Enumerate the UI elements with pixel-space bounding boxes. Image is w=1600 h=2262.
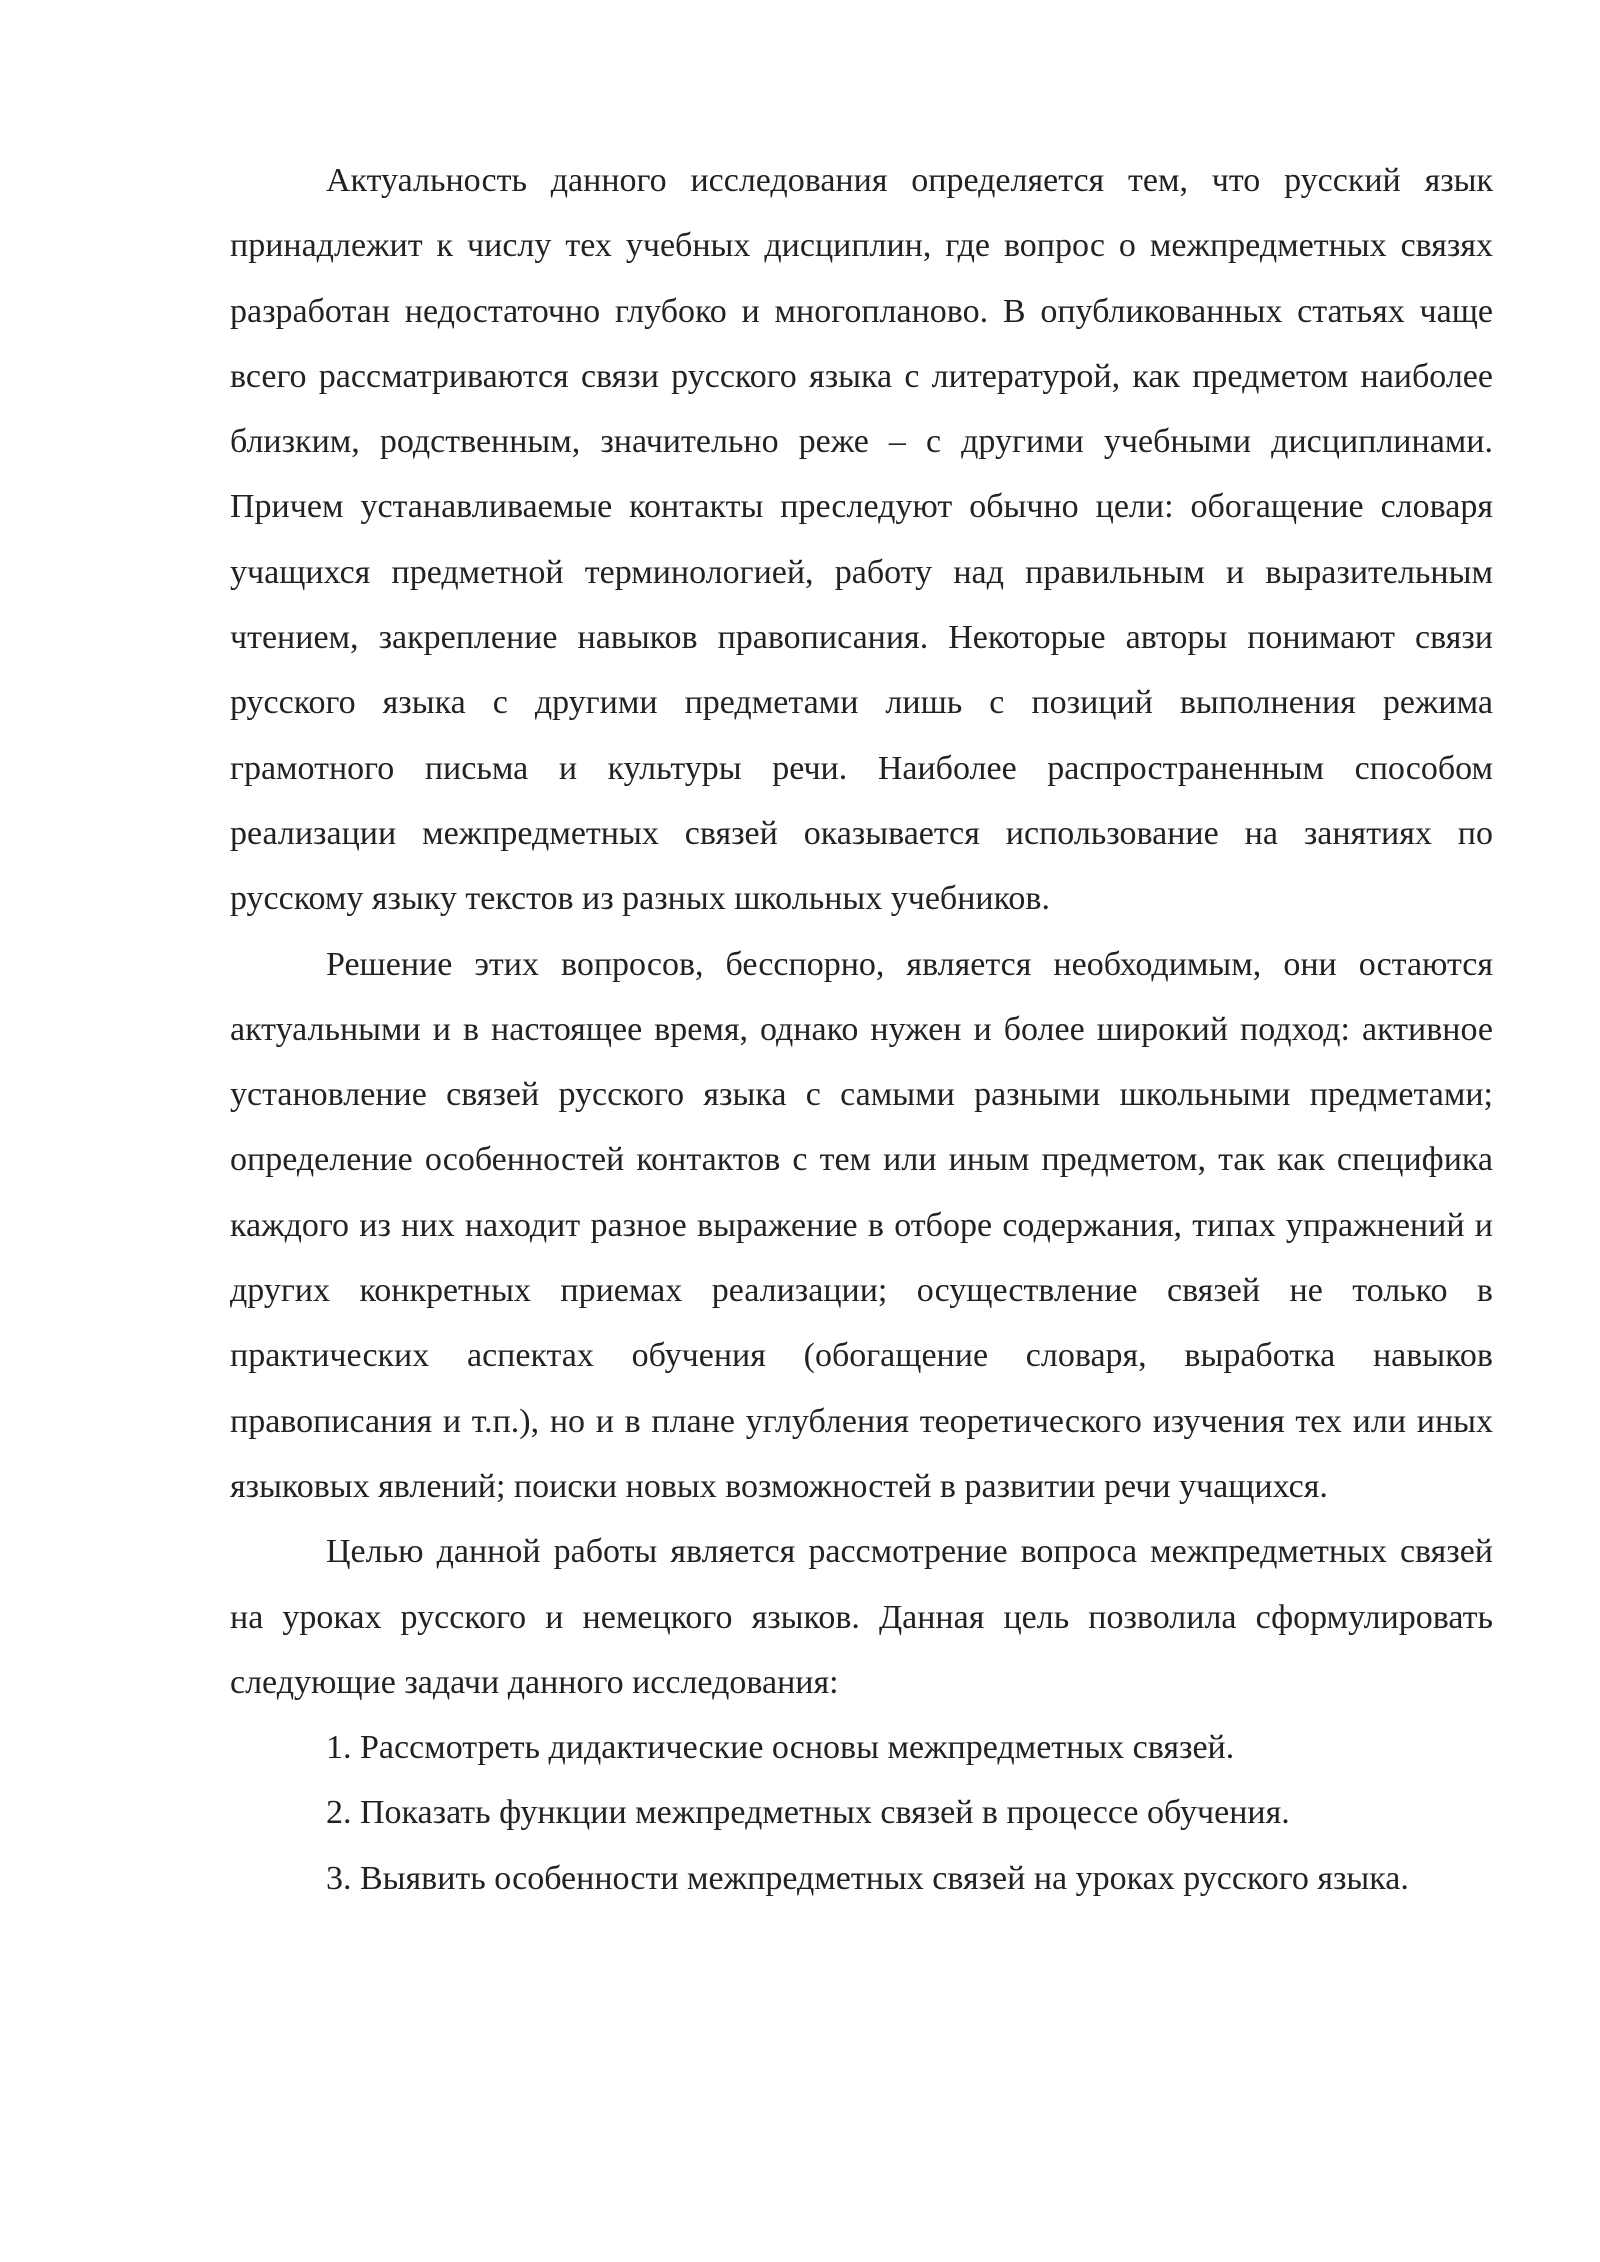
paragraph-approach: Решение этих вопросов, бесспорно, является необходимым, они остаются актуальными и в настоящее время, однако нужен и более широкий подход: активное установление связей русского языка с самыми разными школьными предметами; определение особенностей контактов с тем или иным предметом, так как специфика каждого из них находит разное выражение в отборе содержания, типах упражнений и других конкретных приемах реализации; осуществление связей не только в практических аспектах обучения (обогащение словаря, выработка навыков правописания и т.п.), но и в плане углубления теоретического изучения тех или иных языковых явлений; поиски новых возможностей в развитии речи учащихся. bbox=[230, 945, 1493, 1505]
task-item-3: 3. Выявить особенности межпредметных связей на уроках русского языка. bbox=[326, 1859, 1409, 1897]
paragraph-goal: Целью данной работы является рассмотрение вопроса межпредметных связей на уроках русского и немецкого языков. Данная цель позволила сформулировать следующие задачи данного исследования: bbox=[230, 1533, 1493, 1701]
task-item-2: 2. Показать функции межпредметных связей в процессе обучения. bbox=[326, 1794, 1290, 1832]
task-item-1: 1. Рассмотреть дидактические основы межпредметных связей. bbox=[326, 1729, 1235, 1767]
document-body bbox=[230, 148, 1493, 1911]
paragraph-relevance: Актуальность данного исследования определяется тем, что русский язык принадлежит к числу тех учебных дисциплин, где вопрос о межпредметных связях разработан недостаточно глубоко и многопланово. В опубликованных статьях чаще всего рассматриваются связи русского языка с литературой, как предметом наиболее близким, родственным, значительно реже – с другими учебными дисциплинами. Причем устанавливаемые контакты преследуют обычно цели: обогащение словаря учащихся предметной терминологией, работу над правильным и выразительным чтением, закрепление навыков правописания. Некоторые авторы понимают связи русского языка с другими предметами лишь с позиций выполнения режима грамотного письма и культуры речи. Наиболее распространенным способом реализации межпредметных связей оказывается использование на занятиях по русскому языку текстов из разных школьных учебников. bbox=[230, 162, 1493, 918]
